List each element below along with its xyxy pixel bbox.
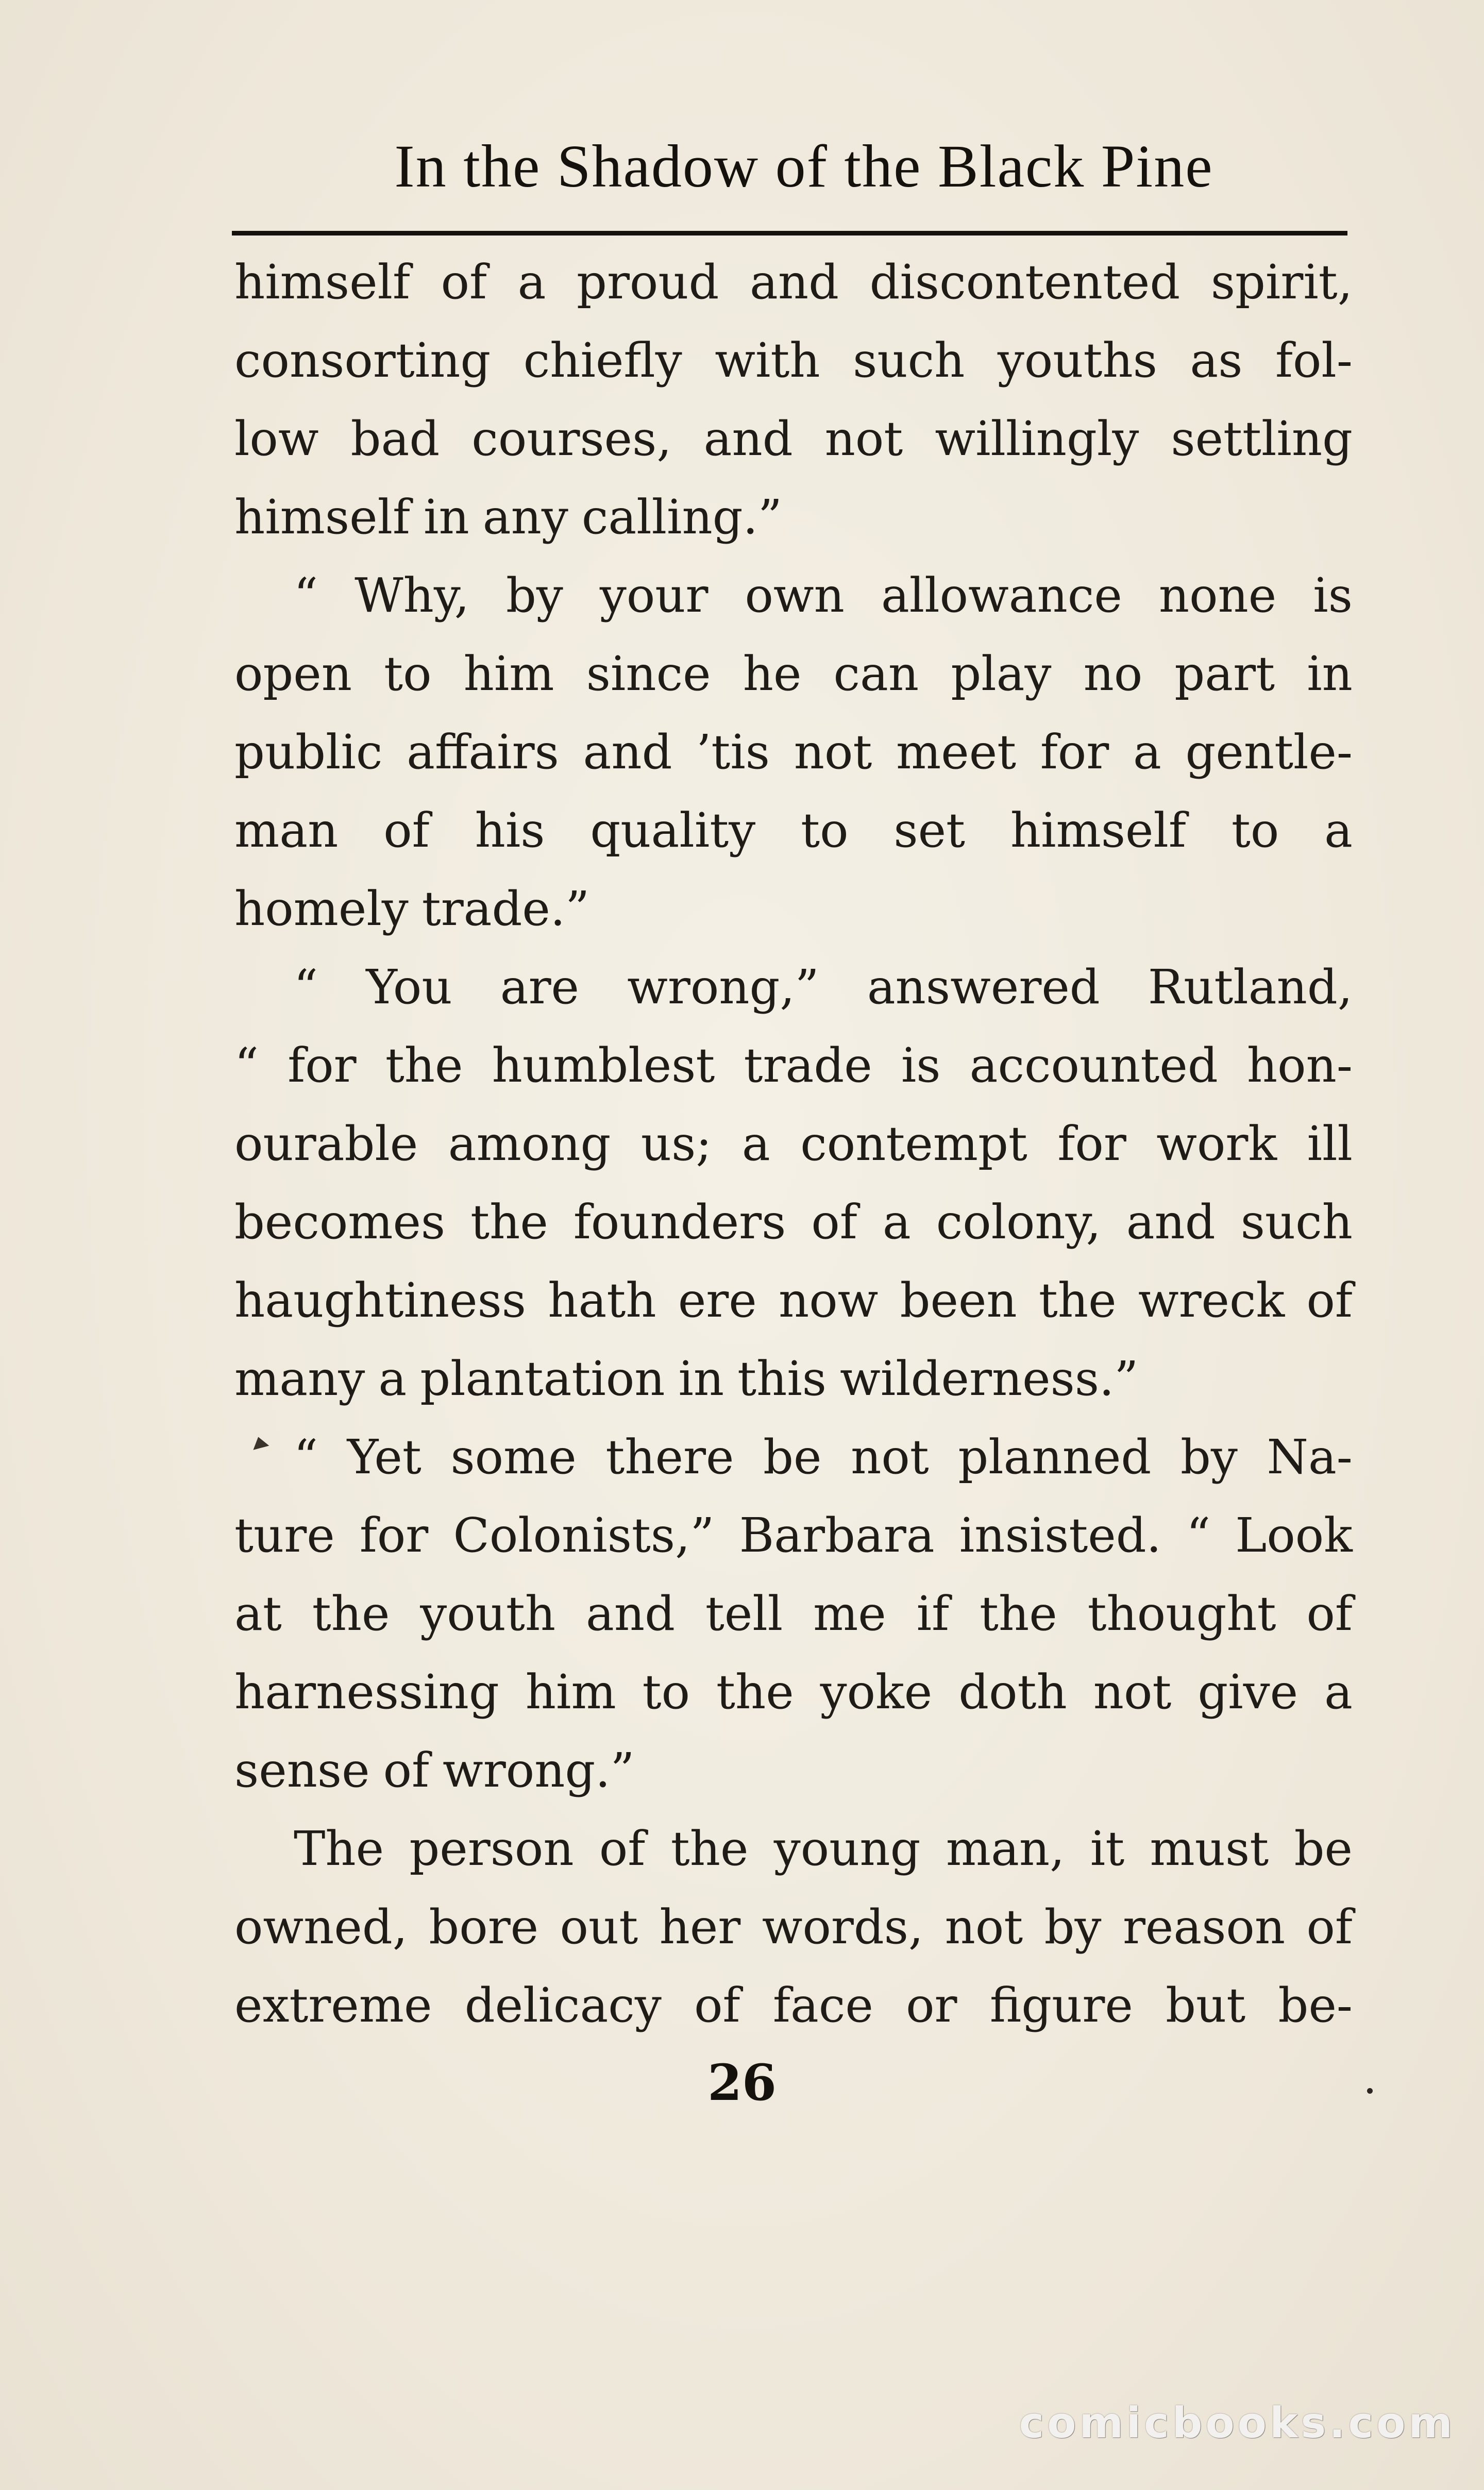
text-line: extreme delicacy of face or figure but be- xyxy=(234,1978,1353,2033)
ink-dot xyxy=(1367,2088,1373,2094)
text-line: himself of a proud and discontented spirit, xyxy=(234,255,1353,310)
text-line: many a plantation in this wilderness.” xyxy=(234,1351,1139,1406)
body-text xyxy=(234,243,1353,2045)
text-line: The person of the young man, it must be xyxy=(294,1821,1353,1876)
text-line: harnessing him to the yoke doth not give a xyxy=(234,1664,1353,1720)
header-rule xyxy=(232,231,1347,235)
text-line: “ You are wrong,” answered Rutland, xyxy=(294,960,1353,1015)
text-line: “ Yet some there be not planned by Na- xyxy=(294,1429,1353,1485)
text-line: haughtiness hath ere now been the wreck of xyxy=(234,1273,1353,1328)
text-line: becomes the founders of a colony, and such xyxy=(234,1194,1353,1250)
text-line: consorting chiefly with such youths as fol- xyxy=(234,333,1353,388)
text-line: ture for Colonists,” Barbara insisted. “ Look xyxy=(234,1508,1353,1563)
text-line: open to him since he can play no part in xyxy=(234,646,1353,701)
text-line: “ for the humblest trade is accounted hon- xyxy=(234,1038,1353,1093)
page-number: 26 xyxy=(707,2054,777,2112)
text-line: at the youth and tell me if the thought of xyxy=(234,1586,1353,1641)
text-line: sense of wrong.” xyxy=(234,1743,635,1798)
text-line: public affairs and ’tis not meet for a gentle- xyxy=(234,725,1353,780)
text-line: “ Why, by your own allowance none is xyxy=(294,568,1353,623)
running-head: In the Shadow of the Black Pine xyxy=(394,132,1213,200)
text-line: man of his quality to set himself to a xyxy=(234,803,1353,858)
text-line: homely trade.” xyxy=(234,881,590,936)
text-line: low bad courses, and not willingly settling xyxy=(234,411,1353,466)
text-line: owned, bore out her words, not by reason of xyxy=(234,1899,1353,1955)
text-line: himself in any calling.” xyxy=(234,490,782,545)
text-line: ourable among us; a contempt for work ill xyxy=(234,1116,1353,1171)
watermark: comicbooks.com xyxy=(1019,2399,1456,2448)
